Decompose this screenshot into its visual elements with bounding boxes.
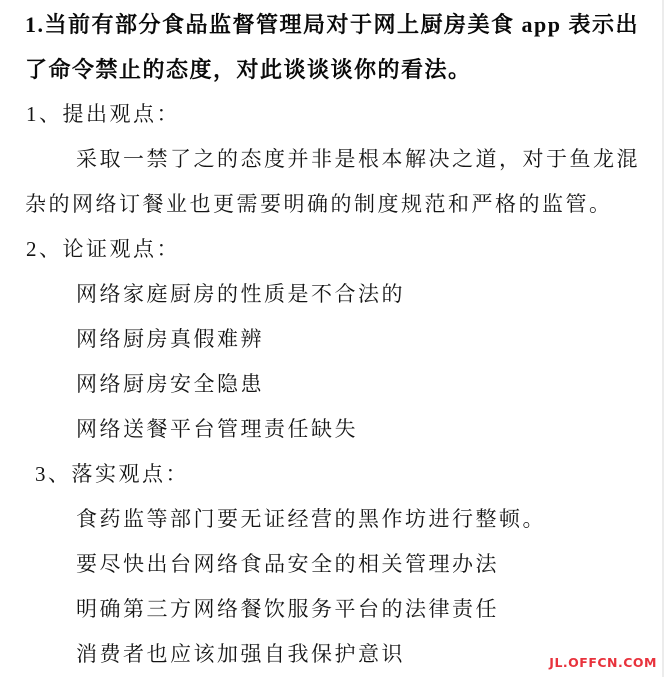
section-2-body-line: 网络家庭厨房的性质是不合法的 xyxy=(76,282,405,306)
section-3-heading: 3、落实观点： xyxy=(35,462,189,486)
section-1-body-line: 采取一禁了之的态度并非是根本解决之道，对于鱼龙混 xyxy=(76,147,640,171)
question-title-line-2: 了命令禁止的态度，对此谈谈谈你的看法。 xyxy=(25,57,472,82)
section-1-body-line: 杂的网络订餐业也更需要明确的制度规范和严格的监管。 xyxy=(25,192,613,216)
question-title-line-1: 1.当前有部分食品监督管理局对于网上厨房美食 app 表示出 xyxy=(25,12,639,37)
site-watermark: JL.OFFCN.COM xyxy=(549,655,657,670)
section-1-heading: 1、提出观点： xyxy=(26,102,180,126)
section-2-heading: 2、论证观点： xyxy=(26,237,180,261)
section-2-body-line: 网络厨房安全隐患 xyxy=(76,372,264,396)
section-3-body-line: 食药监等部门要无证经营的黑作坊进行整顿。 xyxy=(76,507,546,531)
section-2-body-line: 网络送餐平台管理责任缺失 xyxy=(76,417,358,441)
section-2-body-line: 网络厨房真假难辨 xyxy=(76,327,264,351)
section-3-body-line: 要尽快出台网络食品安全的相关管理办法 xyxy=(76,552,499,576)
section-3-body-line: 明确第三方网络餐饮服务平台的法律责任 xyxy=(76,597,499,621)
section-3-body-line: 消费者也应该加强自我保护意识 xyxy=(76,642,405,666)
